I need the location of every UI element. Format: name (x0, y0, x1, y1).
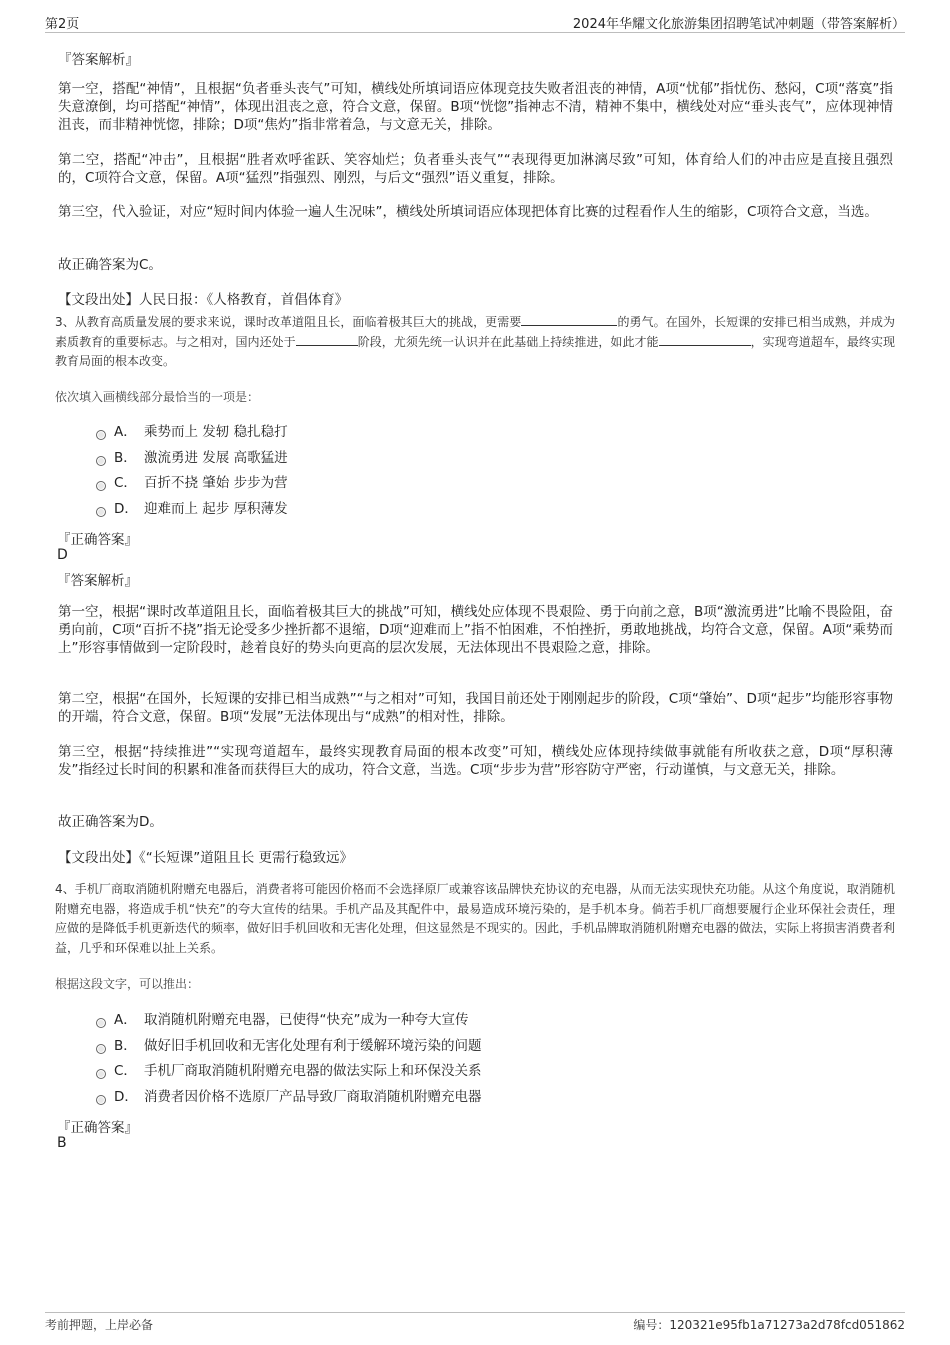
code-value: 120321e95fb1a71273a2d78fcd051862 (669, 1318, 905, 1332)
option-letter: B． (114, 450, 137, 466)
option-text: 乘势而上 发轫 稳扎稳打 (144, 424, 288, 440)
radio-icon[interactable] (96, 507, 106, 517)
option-c[interactable] (96, 472, 288, 494)
option-text: 激流勇进 发展 高歌猛进 (144, 450, 288, 466)
conclusion: 故正确答案为C。 (58, 257, 162, 273)
analysis-paragraph: 第二空，根据“在国外，长短课的安排已相当成熟”“与之相对”可知，我国目前还处于刚刚起步的阶段，C项“肇始”、D项“起步”均能形容事物的开端，符合文意，保留。B项“发展”无法体现出与“成熟”的相对性，排除。 (58, 691, 893, 725)
page-number: 第2页 (45, 17, 80, 32)
footer-slogan: 考前押题，上岸必备 (45, 1318, 154, 1332)
fill-blank (521, 313, 617, 326)
option-d[interactable] (96, 498, 288, 520)
radio-icon[interactable] (96, 1018, 106, 1028)
option-letter: B． (114, 1038, 137, 1054)
radio-icon[interactable] (96, 1044, 106, 1054)
option-letter: C． (114, 1063, 137, 1079)
fill-blank (296, 333, 358, 346)
question-text-segment: 阶段，尤须先统一认识并在此基础上持续推进，如此才能 (357, 334, 659, 349)
question-text-segment: 的勇气。在国外，长短课的安排已相当成熟，并成为素质教育的重要标志。与之相对，国内还处于 (55, 315, 895, 349)
question-text-segment: 3、从教育高质量发展的要求来说，课时改革道阻且长，面临着极其巨大的挑战，更需要 (55, 315, 522, 329)
option-text: 消费者因价格不选原厂产品导致厂商取消随机附赠充电器 (144, 1089, 482, 1105)
document-title: 2024年华耀文化旅游集团招聘笔试冲刺题（带答案解析） (572, 17, 905, 32)
correct-answer-label: 『正确答案』 (57, 1120, 138, 1136)
radio-icon[interactable] (96, 430, 106, 440)
analysis-label: 『答案解析』 (58, 52, 139, 68)
analysis-paragraph: 第三空，代入验证，对应“短时间内体验一遍人生况味”，横线处所填词语应体现把体育比赛的过程看作人生的缩影，C项符合文意，当选。 (58, 204, 878, 220)
option-b[interactable] (96, 447, 288, 469)
analysis-paragraph: 第三空，根据“持续推进”“实现弯道超车，最终实现教育局面的根本改变”可知，横线处应体现持续做事就能有所收获之意，D项“厚积薄发”指经过长时间的积累和准备而获得巨大的成功，符合文意，当选。C项“步步为营”形容防守严密，行动谨慎，与文意无关，排除。 (58, 744, 893, 778)
radio-icon[interactable] (96, 1069, 106, 1079)
option-a[interactable] (96, 1009, 469, 1031)
option-text: 迎难而上 起步 厚积薄发 (144, 501, 288, 517)
option-c[interactable] (96, 1060, 482, 1082)
option-letter: A． (114, 424, 137, 440)
analysis-paragraph: 第二空，搭配“冲击”，且根据“胜者欢呼雀跃、笑容灿烂；负者垂头丧气”“表现得更加淋漓尽致”可知，体育给人们的冲击应是直接且强烈的，C项符合文意，保留。A项“猛烈”指强烈、刚烈，与后文“强烈”语义重复，排除。 (58, 152, 893, 186)
option-text: 百折不挠 肇始 步步为营 (144, 475, 288, 491)
option-letter: C． (114, 475, 137, 491)
analysis-paragraph: 第一空，根据“课时改革道阻且长，面临着极其巨大的挑战”可知，横线处应体现不畏艰险、勇于向前之意，B项“激流勇进”比喻不畏险阻，奋勇向前，C项“百折不挠”指无论受多少挫折都不退缩，D项“迎难而上”指不怕困难，不怕挫折，勇敢地挑战，均符合文意，保留。A项“乘势而上”形容事情做到一定阶段时，趁着良好的势头向更高的层次发展，无法体现出不畏艰险之意，排除。 (58, 604, 893, 656)
option-text: 做好旧手机回收和无害化处理有利于缓解环境污染的问题 (144, 1038, 482, 1054)
correct-answer: D (57, 547, 68, 563)
option-b[interactable] (96, 1035, 482, 1057)
source-citation: 【文段出处】《“长短课”道阻且长 更需行稳致远》 (58, 850, 354, 866)
question-text-segment: ，实现弯道超车，最终实现教育局面的根本改变。 (55, 334, 895, 369)
question-stem: 根据这段文字，可以推出： (55, 977, 200, 991)
question-3-text (55, 313, 895, 372)
option-letter: D． (114, 501, 138, 517)
page-header (45, 11, 905, 33)
source-citation: 【文段出处】人民日报：《人格教育，首倡体育》 (58, 292, 349, 308)
fill-blank (659, 333, 751, 346)
option-text: 取消随机附赠充电器，已使得“快充”成为一种夸大宣传 (144, 1012, 469, 1028)
document-code (633, 1316, 905, 1333)
code-label: 编号： (633, 1318, 670, 1332)
question-stem: 依次填入画横线部分最恰当的一项是： (55, 390, 260, 404)
question-4-text: 4、手机厂商取消随机附赠充电器后，消费者将可能因价格而不会选择原厂或兼容该品牌快充协议的充电器，从而无法实现快充功能。从这个角度说，取消随机附赠充电器，将造成手机“快充”的夸大宣传的结果。手机产品及其配件中，最易造成环境污染的，是手机本身。倘若手机厂商想要履行企业环保社会责任，理应做的是降低手机更新迭代的频率，做好旧手机回收和无害化处理，但这显然是不现实的。因此，手机品牌取消随机附赠充电器的做法，实际上将损害消费者利益，几乎和环保难以扯上关系。 (55, 882, 896, 955)
option-letter: D． (114, 1089, 138, 1105)
option-a[interactable] (96, 421, 288, 443)
option-d[interactable] (96, 1086, 482, 1108)
radio-icon[interactable] (96, 456, 106, 466)
radio-icon[interactable] (96, 481, 106, 491)
analysis-label: 『答案解析』 (57, 573, 138, 589)
page-footer (45, 1312, 905, 1332)
conclusion: 故正确答案为D。 (58, 814, 163, 830)
option-text: 手机厂商取消随机附赠充电器的做法实际上和环保没关系 (144, 1063, 482, 1079)
analysis-paragraph: 第一空，搭配“神情”，且根据“负者垂头丧气”可知，横线处所填词语应体现竞技失败者沮丧的神情，A项“忧郁”指忧伤、愁闷，C项“落寞”指失意潦倒，均可搭配“神情”，体现出沮丧之意，符合文意，保留。B项“恍惚”指神志不清，精神不集中，横线处对应“垂头丧气”，应体现神情沮丧，而非精神恍惚，排除；D项“焦灼”指非常着急，与文意无关，排除。 (58, 81, 893, 133)
correct-answer-label: 『正确答案』 (57, 532, 138, 548)
correct-answer: B (57, 1135, 67, 1151)
radio-icon[interactable] (96, 1095, 106, 1105)
option-letter: A． (114, 1012, 137, 1028)
